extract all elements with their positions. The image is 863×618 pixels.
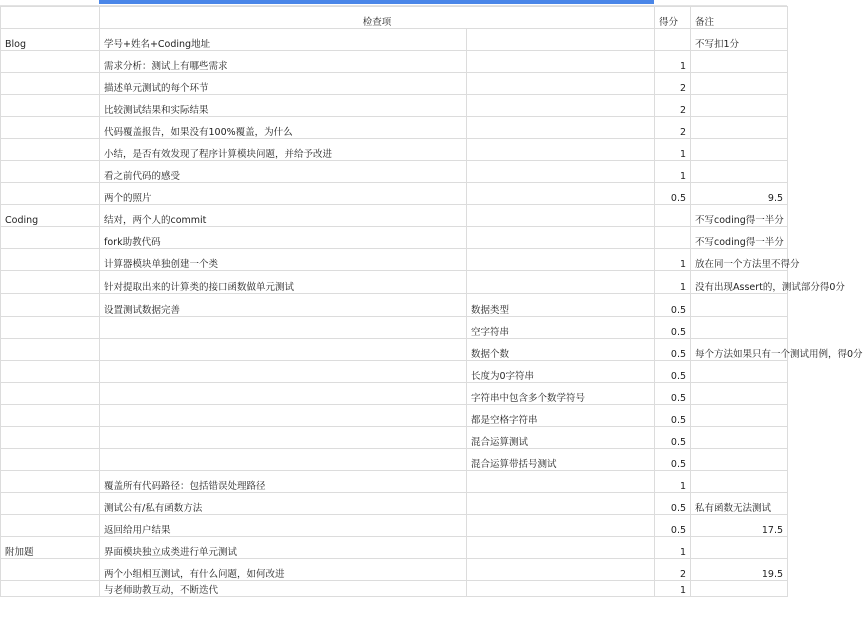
sub-item-cell[interactable]: [467, 249, 655, 271]
remark-cell[interactable]: [691, 294, 788, 317]
remark-cell[interactable]: [691, 383, 788, 405]
table-row: [1, 183, 788, 205]
remark-cell[interactable]: [691, 471, 788, 493]
score-cell[interactable]: 0.5: [655, 427, 691, 449]
score-cell[interactable]: 2: [655, 95, 691, 117]
category-cell[interactable]: [1, 559, 100, 581]
category-cell[interactable]: [1, 51, 100, 73]
sub-item-cell[interactable]: 数据个数: [467, 339, 655, 361]
category-cell[interactable]: [1, 383, 100, 405]
remark-cell[interactable]: 私有函数无法测试: [691, 493, 788, 515]
table-row: [1, 205, 788, 227]
category-cell[interactable]: [1, 471, 100, 493]
item-cell[interactable]: 比较测试结果和实际结果: [100, 95, 467, 117]
item-cell[interactable]: [100, 427, 467, 449]
item-cell[interactable]: 结对，两个人的commit: [100, 205, 467, 227]
table-row: [1, 73, 788, 95]
table-row: [1, 383, 788, 405]
header-remark[interactable]: 备注: [691, 7, 788, 29]
score-cell[interactable]: 1: [655, 161, 691, 183]
score-cell[interactable]: 1: [655, 581, 691, 597]
category-cell[interactable]: [1, 271, 100, 294]
sub-item-cell[interactable]: [467, 73, 655, 95]
remark-cell[interactable]: [691, 139, 788, 161]
table-row: [1, 161, 788, 183]
sub-item-cell[interactable]: 字符串中包含多个数学符号: [467, 383, 655, 405]
score-cell[interactable]: 2: [655, 559, 691, 581]
category-cell[interactable]: Coding: [1, 205, 100, 227]
category-cell[interactable]: [1, 117, 100, 139]
column-selection-indicator: [99, 0, 654, 4]
item-cell[interactable]: [100, 361, 467, 383]
remark-cell[interactable]: 17.5: [691, 515, 788, 537]
score-cell[interactable]: [655, 29, 691, 51]
item-cell[interactable]: [100, 405, 467, 427]
table-row: [1, 427, 788, 449]
table-row: [1, 249, 788, 271]
sub-item-cell[interactable]: [467, 117, 655, 139]
remark-cell[interactable]: [691, 405, 788, 427]
score-cell[interactable]: 1: [655, 51, 691, 73]
table-row: [1, 51, 788, 73]
sub-item-cell[interactable]: 混合运算测试: [467, 427, 655, 449]
table-row: [1, 29, 788, 51]
item-cell[interactable]: 两个小组相互测试，有什么问题，如何改进: [100, 559, 467, 581]
category-cell[interactable]: [1, 249, 100, 271]
category-cell[interactable]: [1, 581, 100, 597]
category-cell[interactable]: [1, 73, 100, 95]
item-cell[interactable]: 针对提取出来的计算类的接口函数做单元测试: [100, 271, 467, 294]
table-row: [1, 317, 788, 339]
table-row: [1, 581, 788, 597]
score-cell[interactable]: 1: [655, 139, 691, 161]
table-row: [1, 117, 788, 139]
remark-cell[interactable]: [691, 73, 788, 95]
table-row: [1, 227, 788, 249]
item-cell[interactable]: 代码覆盖报告，如果没有100%覆盖，为什么: [100, 117, 467, 139]
item-cell[interactable]: 与老师助教互动，不断迭代: [100, 581, 467, 597]
table-row: [1, 537, 788, 559]
score-cell[interactable]: 0.5: [655, 361, 691, 383]
item-cell[interactable]: 学号+姓名+Coding地址: [100, 29, 467, 51]
category-cell[interactable]: [1, 317, 100, 339]
item-cell[interactable]: 需求分析：测试上有哪些需求: [100, 51, 467, 73]
score-cell[interactable]: 0.5: [655, 515, 691, 537]
score-cell[interactable]: 1: [655, 471, 691, 493]
sub-item-cell[interactable]: [467, 51, 655, 73]
remark-cell[interactable]: [691, 161, 788, 183]
remark-cell[interactable]: [691, 581, 788, 597]
category-cell[interactable]: [1, 95, 100, 117]
score-cell[interactable]: 0.5: [655, 383, 691, 405]
remark-cell[interactable]: 不写coding得一半分: [691, 227, 788, 249]
item-cell[interactable]: 两个的照片: [100, 183, 467, 205]
remark-cell[interactable]: 每个方法如果只有一个测试用例，得0分: [691, 339, 788, 361]
table-row: [1, 559, 788, 581]
score-cell[interactable]: [655, 205, 691, 227]
sub-item-cell[interactable]: [467, 271, 655, 294]
category-cell[interactable]: [1, 405, 100, 427]
table-row: [1, 294, 788, 317]
score-cell[interactable]: 1: [655, 249, 691, 271]
sub-item-cell[interactable]: [467, 139, 655, 161]
remark-cell[interactable]: [691, 51, 788, 73]
remark-cell[interactable]: [691, 361, 788, 383]
remark-cell[interactable]: 没有出现Assert的，测试部分得0分: [691, 271, 788, 294]
score-cell[interactable]: 1: [655, 537, 691, 559]
sub-item-cell[interactable]: [467, 515, 655, 537]
score-cell[interactable]: 0.5: [655, 449, 691, 471]
table-row: [1, 361, 788, 383]
header-empty-cell[interactable]: [1, 7, 100, 29]
score-cell[interactable]: 0.5: [655, 493, 691, 515]
table-row: [1, 449, 788, 471]
remark-cell[interactable]: 不写扣1分: [691, 29, 788, 51]
category-cell[interactable]: [1, 427, 100, 449]
category-cell[interactable]: [1, 339, 100, 361]
category-cell[interactable]: 附加题: [1, 537, 100, 559]
sub-item-cell[interactable]: 混合运算带括号测试: [467, 449, 655, 471]
table-row: [1, 515, 788, 537]
category-cell[interactable]: [1, 515, 100, 537]
sub-item-cell[interactable]: [467, 95, 655, 117]
item-cell[interactable]: 描述单元测试的每个环节: [100, 73, 467, 95]
remark-cell[interactable]: [691, 317, 788, 339]
item-cell[interactable]: [100, 339, 467, 361]
category-cell[interactable]: [1, 493, 100, 515]
item-cell[interactable]: 测试公有/私有函数方法: [100, 493, 467, 515]
category-cell[interactable]: [1, 139, 100, 161]
item-cell[interactable]: 覆盖所有代码路径：包括错误处理路径: [100, 471, 467, 493]
table-row: [1, 493, 788, 515]
sub-item-cell[interactable]: [467, 493, 655, 515]
sub-item-cell[interactable]: [467, 161, 655, 183]
sub-item-cell[interactable]: [467, 559, 655, 581]
category-cell[interactable]: [1, 227, 100, 249]
sub-item-cell[interactable]: [467, 183, 655, 205]
remark-cell[interactable]: 放在同一个方法里不得分: [691, 249, 788, 271]
category-cell[interactable]: [1, 449, 100, 471]
category-cell[interactable]: [1, 361, 100, 383]
item-cell[interactable]: 计算器模块单独创建一个类: [100, 249, 467, 271]
category-cell[interactable]: [1, 161, 100, 183]
item-cell[interactable]: 设置测试数据完善: [100, 294, 467, 317]
score-cell[interactable]: 0.5: [655, 405, 691, 427]
grading-sheet: [0, 6, 863, 597]
sub-item-cell[interactable]: [467, 471, 655, 493]
sub-item-cell[interactable]: 数据类型: [467, 294, 655, 317]
item-cell[interactable]: [100, 449, 467, 471]
sub-item-cell[interactable]: 都是空格字符串: [467, 405, 655, 427]
header-score[interactable]: 得分: [655, 7, 691, 29]
sub-item-cell[interactable]: 空字符串: [467, 317, 655, 339]
score-cell[interactable]: 0.5: [655, 294, 691, 317]
table-row: [1, 471, 788, 493]
item-cell[interactable]: [100, 317, 467, 339]
item-cell[interactable]: 界面模块独立成类进行单元测试: [100, 537, 467, 559]
table-row: [1, 95, 788, 117]
table-row: [1, 271, 788, 294]
remark-cell[interactable]: 19.5: [691, 559, 788, 581]
remark-cell[interactable]: 不写coding得一半分: [691, 205, 788, 227]
header-check-item[interactable]: 检查项: [100, 7, 655, 29]
score-cell[interactable]: [655, 227, 691, 249]
table-row: [1, 405, 788, 427]
remark-cell[interactable]: [691, 117, 788, 139]
sub-item-cell[interactable]: [467, 205, 655, 227]
score-cell[interactable]: 0.5: [655, 317, 691, 339]
sub-item-cell[interactable]: [467, 581, 655, 597]
sub-item-cell[interactable]: [467, 29, 655, 51]
remark-cell[interactable]: [691, 95, 788, 117]
score-cell[interactable]: 1: [655, 271, 691, 294]
category-cell[interactable]: [1, 183, 100, 205]
item-cell[interactable]: 返回给用户结果: [100, 515, 467, 537]
item-cell[interactable]: [100, 383, 467, 405]
remark-cell[interactable]: [691, 427, 788, 449]
header-row: [1, 7, 788, 29]
score-cell[interactable]: 2: [655, 73, 691, 95]
item-cell[interactable]: 小结，是否有效发现了程序计算模块问题，并给予改进: [100, 139, 467, 161]
score-cell[interactable]: 2: [655, 117, 691, 139]
sub-item-cell[interactable]: 长度为0字符串: [467, 361, 655, 383]
item-cell[interactable]: fork助教代码: [100, 227, 467, 249]
remark-cell[interactable]: [691, 449, 788, 471]
table-row: [1, 139, 788, 161]
remark-cell[interactable]: [691, 537, 788, 559]
score-cell[interactable]: 0.5: [655, 183, 691, 205]
category-cell[interactable]: Blog: [1, 29, 100, 51]
score-cell[interactable]: 0.5: [655, 339, 691, 361]
sub-item-cell[interactable]: [467, 537, 655, 559]
sub-item-cell[interactable]: [467, 227, 655, 249]
remark-cell[interactable]: 9.5: [691, 183, 788, 205]
category-cell[interactable]: [1, 294, 100, 317]
item-cell[interactable]: 看之前代码的感受: [100, 161, 467, 183]
table-row: [1, 339, 788, 361]
